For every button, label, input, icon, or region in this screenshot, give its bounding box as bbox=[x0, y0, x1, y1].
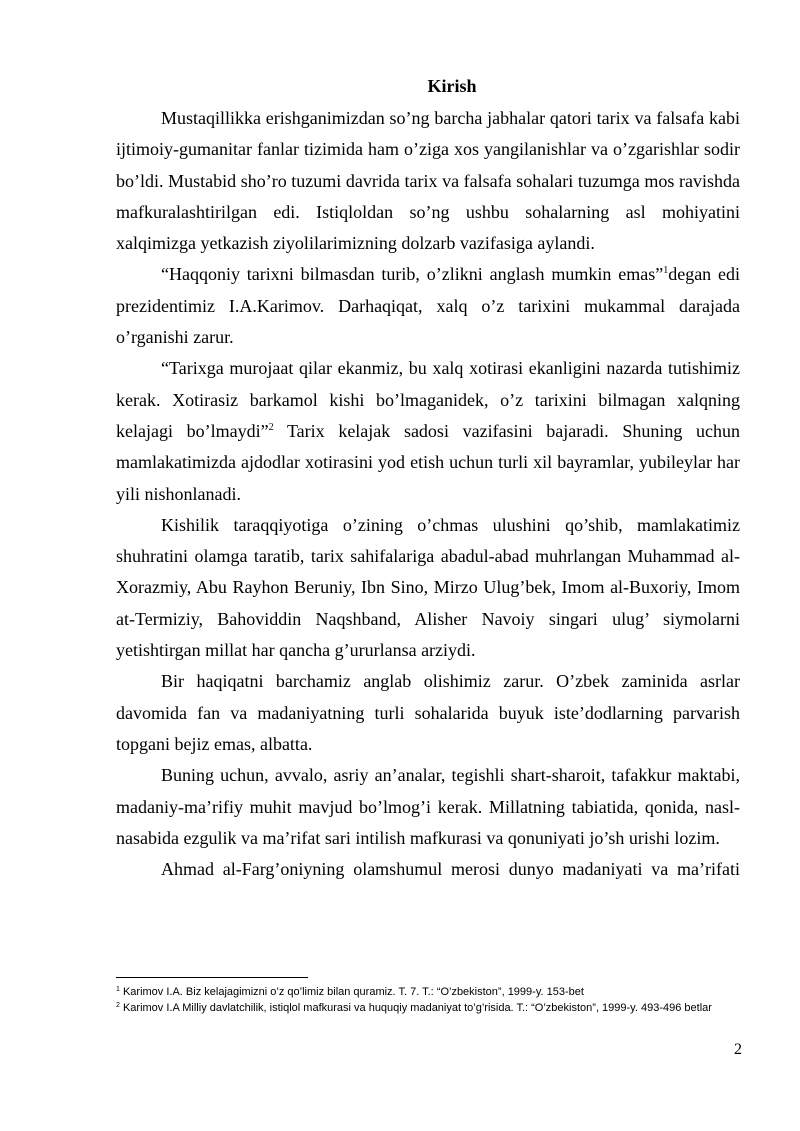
footnote-1-text: Karimov I.A. Biz kelajagimizni o’z qo’limiz bilan quramiz. T. 7. T.: “O’zbekiston”, 1999-y. 153-bet bbox=[119, 986, 584, 998]
paragraph-6: Buning uchun, avvalo, asriy an’analar, tegishli shart-sharoit, tafakkur maktabi, madaniy-ma’rifiy muhit mavjud bo’lmog’i kerak. Millatning tabiatida, qonida, nasl-nasabida ezgulik va ma’rifat sari intilish mafkurasi va qonuniyati jo’sh urishi lozim. bbox=[116, 765, 740, 848]
paragraph-4: Kishilik taraqqiyotiga o’zining o’chmas ulushini qo’shib, mamlakatimiz shuhratini olamga taratib, tarix sahifalariga abadul-abad muhrlangan Muhammad al-Xorazmiy, Abu Rayhon Beruniy, Ibn Sino, Mirzo Ulug’bek, Imom al-Buxoriy, Imom at-Termiziy, Bahoviddin Naqshband, Alisher Navoiy singari ulug’ siymolarni yetishtirgan millat har qancha g’ururlansa arziydi. bbox=[116, 514, 740, 661]
footnote-separator bbox=[116, 977, 308, 978]
paragraph-2-quote: “Haqqoniy tarixni bilmasdan turib, o’zlikni anglash mumkin emas” bbox=[161, 264, 664, 285]
paragraph-1: Mustaqillikka erishganimizdan so’ng barcha jabhalar qatori tarix va falsafa kabi ijtimoiy-gumanitar fanlar tizimida ham o’ziga xos yangilanishlar va o’zgarishlar sodir bo’ldi. Mustabid sho’ro tuzumi davrida tarix va falsafa sohalari tuzumga mos ravishda mafkuralashtirilgan edi. Istiqloldan so’ng ushbu sohalarning asl mohiyatini xalqimizga yetkazish ziyolilarimizning dolzarb vazifasiga aylandi. bbox=[116, 108, 740, 254]
paragraph-3 bbox=[116, 353, 740, 509]
footnotes bbox=[116, 984, 744, 1016]
footnote-1 bbox=[116, 984, 744, 1000]
paragraph-2 bbox=[116, 259, 740, 353]
footnote-ref-2: 2 bbox=[268, 421, 274, 433]
paragraph-3-quote: “Tarixga murojaat qilar ekanmiz, bu xalq xotirasi ekanligini nazarda tutishimiz kerak. Xotirasiz barkamol kishi bo’lmaganidek, o’z tarixini bilmagan xalqning kelajagi bo’lmaydi” bbox=[116, 358, 740, 441]
paragraph-7: Ahmad al-Farg’oniyning olamshumul merosi dunyo madaniyati va ma’rifati bbox=[161, 859, 740, 880]
paragraph-5: Bir haqiqatni barchamiz anglab olishimiz zarur. O’zbek zaminida asrlar davomida fan va madaniyatning turli sohalarida buyuk iste’dodlarning parvarish topgani bejiz emas, albatta. bbox=[116, 671, 740, 754]
page-title: Kirish bbox=[427, 76, 477, 96]
footnote-2 bbox=[116, 1000, 744, 1016]
footnote-1-number: 1 bbox=[116, 986, 120, 993]
footnote-ref-1: 1 bbox=[663, 265, 669, 277]
footnote-2-text: Karimov I.A Milliy davlatchilik, istiqlol mafkurasi va huquqiy madaniyat to’g’risida. T.: “O’zbekiston”, 1999-y. 493-496 betlar bbox=[119, 1002, 712, 1014]
footnote-2-number: 2 bbox=[116, 1002, 120, 1009]
paragraph-2-rest: degan edi prezidentimiz I.A.Karimov. Darhaqiqat, xalq o’z tarixini mukammal darajada o’rganishi zarur. bbox=[116, 264, 740, 348]
page-number: 2 bbox=[734, 1041, 742, 1058]
paragraph-3-rest: Tarix kelajak sadosi vazifasini bajaradi. Shuning uchun mamlakatimizda ajdodlar xotirasini yod etish uchun turli xil bayramlar, yubileylar har yili nishonlanadi. bbox=[116, 420, 740, 504]
body-text bbox=[116, 103, 740, 885]
